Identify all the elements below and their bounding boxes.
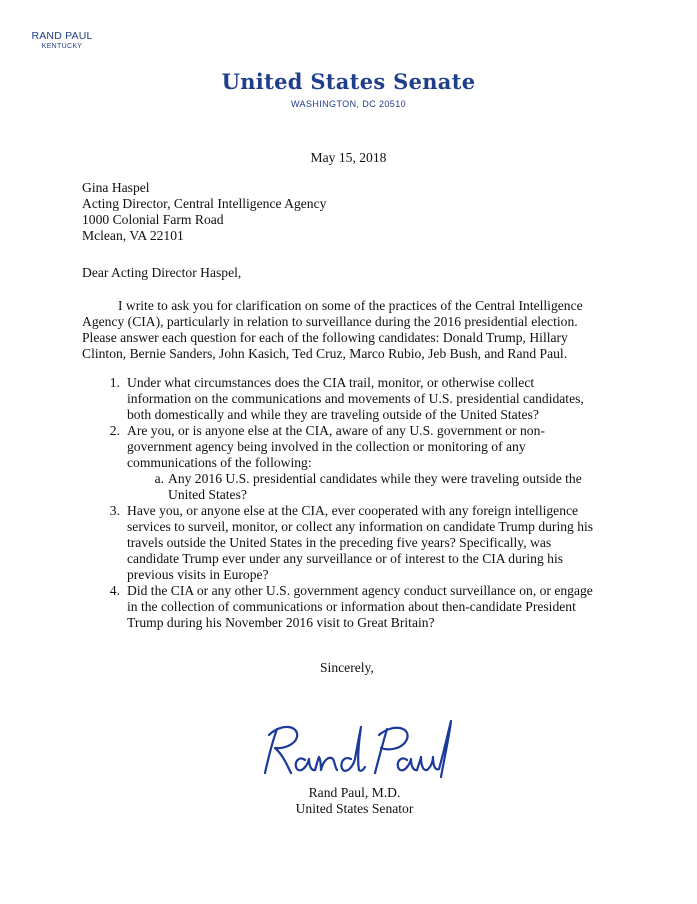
subitem-letter: a. (154, 471, 164, 486)
closing: Sincerely, (320, 660, 374, 675)
intro-line: I write to ask you for clarification on some of the practices of the Central Intelligence (118, 298, 583, 313)
question-1 (109, 375, 627, 423)
question-2-subitem-a (154, 471, 628, 503)
sender-state: KENTUCKY (41, 43, 83, 50)
address-line: Mclean, VA 22101 (82, 228, 184, 243)
intro-line: Please answer each question for each of the following candidates: Donald Trump, Hillary (82, 330, 568, 345)
question-3 (109, 503, 627, 583)
subitem-line: Any 2016 U.S. presidential candidates while they were traveling outside the (168, 471, 582, 486)
sender-name: RAND PAUL (31, 30, 93, 42)
intro-line: Agency (CIA), particularly in relation to surveillance during the 2016 presidential election. (82, 314, 578, 329)
question-line: Are you, or is anyone else at the CIA, aware of any U.S. government or non- (127, 423, 545, 438)
letterhead-title: United States Senate (221, 69, 476, 94)
question-line: Have you, or anyone else at the CIA, ever cooperated with any foreign intelligence (127, 503, 579, 518)
question-line: candidate Trump ever under any surveillance or of interest to the CIA during his (127, 551, 564, 566)
address-line: Acting Director, Central Intelligence Agency (82, 196, 327, 211)
question-line: travels outside the United States in the preceding five years? Specifically, was (127, 535, 552, 550)
sender-block (22, 30, 102, 50)
address-line: Gina Haspel (82, 180, 150, 195)
salutation: Dear Acting Director Haspel, (82, 265, 242, 280)
letterhead-location: WASHINGTON, DC 20510 (290, 99, 407, 109)
question-number: 4. (109, 583, 120, 598)
question-number: 3. (109, 503, 120, 518)
signature-graphic (255, 715, 455, 785)
handwritten-signature (255, 715, 455, 790)
letterhead (0, 70, 697, 109)
question-line: government agency being involved in the collection or monitoring of any (127, 439, 526, 454)
question-4 (109, 583, 627, 631)
recipient-address (82, 180, 326, 244)
question-line: both domestically and while they are traveling outside of the United States? (127, 407, 539, 422)
question-number: 1. (109, 375, 120, 390)
letter-date: May 15, 2018 (310, 150, 387, 165)
question-line: services to surveil, monitor, or collect any information on candidate Trump during his (127, 519, 594, 534)
question-2 (109, 423, 627, 471)
question-line: in the collection of communications or information about then-candidate President (127, 599, 576, 614)
signatory-title: United States Senator (295, 801, 414, 816)
question-line: Under what circumstances does the CIA trail, monitor, or otherwise collect (127, 375, 535, 390)
intro-paragraph (82, 298, 583, 362)
address-line: 1000 Colonial Farm Road (82, 212, 224, 227)
question-line: previous visits in Europe? (127, 567, 269, 582)
signatory-name: Rand Paul, M.D. (308, 785, 401, 800)
question-line: Trump during his November 2016 visit to Great Britain? (127, 615, 435, 630)
question-line: Did the CIA or any other U.S. government agency conduct surveillance on, or engage (127, 583, 593, 598)
question-line: information on the communications and movements of U.S. presidential candidates, (127, 391, 584, 406)
subitem-line: United States? (168, 487, 247, 502)
intro-line: Clinton, Bernie Sanders, John Kasich, Ted Cruz, Marco Rubio, Jeb Bush, and Rand Paul. (82, 346, 568, 361)
question-number: 2. (109, 423, 120, 438)
question-line: communications of the following: (127, 455, 312, 470)
